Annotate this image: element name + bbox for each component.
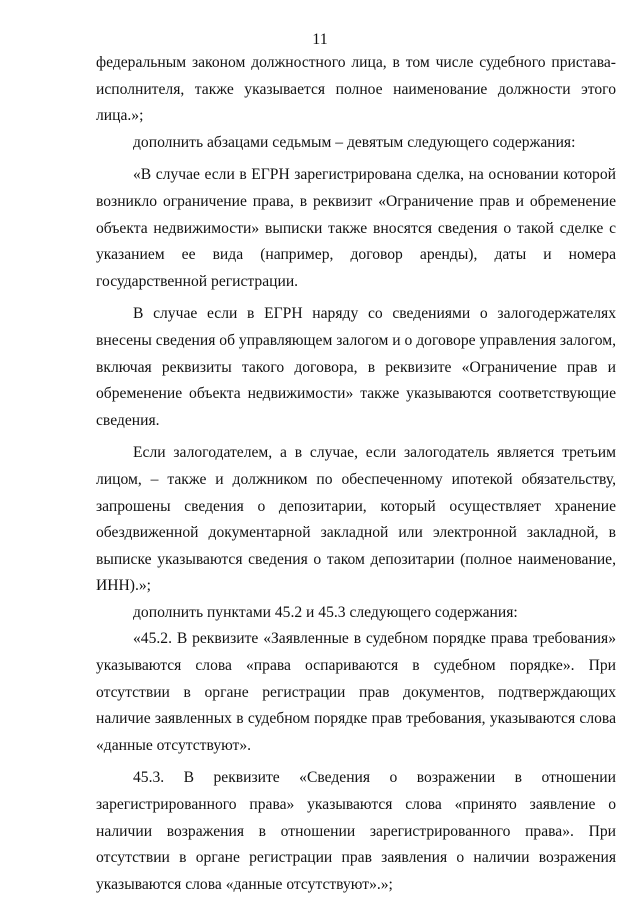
- paragraph-transaction-info: «В случае если в ЕГРН зарегистрирована сделка, на основании которой возникло ограничение права, в реквизит «Ограничение прав и обременение объекта недвижимости» выписки также вносятся сведения о такой сделке с указанием ее вида (например, договор аренды), даты и номера государственной регистрации.: [96, 166, 616, 290]
- page-number: 11: [312, 31, 328, 48]
- document-body: [96, 50, 616, 898]
- paragraph-depositary: Если залогодателем, а в случае, если залогодатель является третьим лицом, – также и должником по обеспеченному ипотекой обязательству, запрошены сведения о депозитарии, который осуществляет хранение обездвиженной документарной закладной или электронной закладной, в выписке указываются сведения о таком депозитарии (полное наименование, ИНН).»;: [96, 444, 616, 595]
- paragraph-official-position: федеральным законом должностного лица, в том числе судебного пристава-исполнителя, также указывается полное наименование должности этого лица.»;: [96, 54, 616, 125]
- paragraph-amend-items-45-2-45-3: дополнить пунктами 45.2 и 45.3 следующего содержания:: [133, 603, 518, 621]
- paragraph-amend-paragraphs-7-9: дополнить абзацами седьмым – девятым следующего содержания:: [133, 133, 576, 151]
- paragraph-pledge-manager: В случае если в ЕГРН наряду со сведениями о залогодержателях внесены сведения об управляющем залогом и о договоре управления залогом, включая реквизиты такого договора, в реквизите «Ограничение прав и обременение объекта недвижимости» также указываются соответствующие сведения.: [96, 305, 617, 429]
- paragraph-item-45-2: «45.2. В реквизите «Заявленные в судебном порядке права требования» указываются слова «права оспариваются в судебном порядке». При отсутствии в органе регистрации прав документов, подтверждающих наличие заявленных в судебном порядке прав требования, указываются слова «данные отсутствуют».: [96, 630, 616, 754]
- paragraph-item-45-3: 45.3. В реквизите «Сведения о возражении в отношении зарегистрированного права» указываются слова «принято заявление о наличии возражения в отношении зарегистрированного права». При отсутствии в органе регистрации прав заявления о наличии возражения указываются слова «данные отсутствуют».»;: [96, 769, 616, 893]
